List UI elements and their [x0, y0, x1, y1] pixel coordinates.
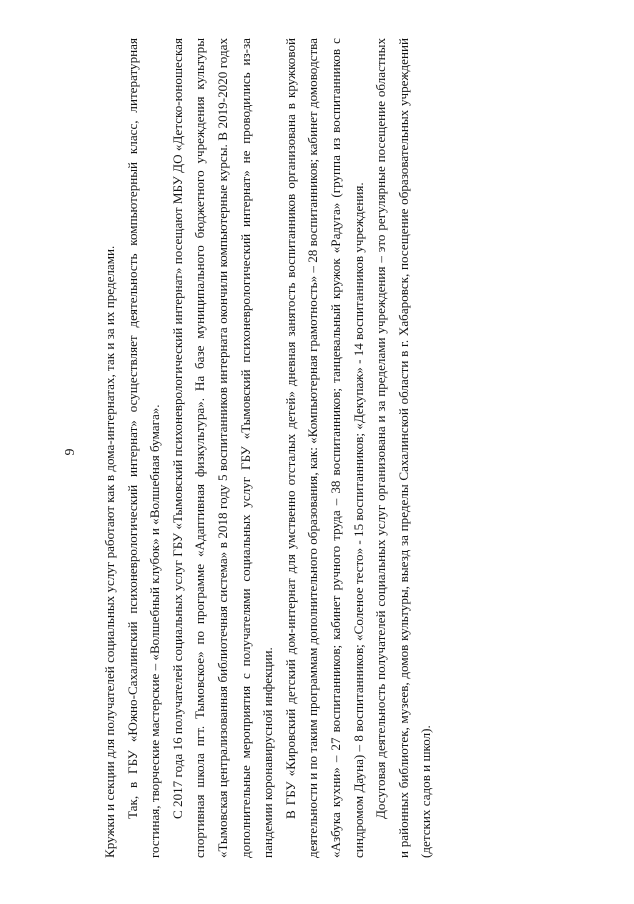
paragraph-3: С 2017 года 16 получателей социальных услуг ГБУ «Тымовский психоневрологический интернат» посещают МБУ ДО «Детско-юношеская спортивная школа пгт. Тымовское» по программе «Адаптивная физкультура». На базе муниципального бюджетного учреждения культуры «Тымовская централизованная библиотечная система» в 2018 году 5 воспитанников интерната окончили компьютерные курсы. В 2019-2020 годах дополнительные мероприятия с получателями социальных услуг ГБУ «Тымовский психоневрологический интернат» не проводились из-за пандемии коронавирусной инфекции. — [169, 38, 276, 858]
paragraph-2: Так, в ГБУ «Южно-Сахалинский психоневрологический интернат» осуществляет деятельность компьютерный класс, литературная гостиная, творческие мастерские – «Волшебный клубок» и «Волшебная бумага». — [124, 38, 163, 858]
paragraph-1: Кружки и секции для получателей социальных услуг работают как в дома-интернатах, так и за их пределами. — [102, 245, 117, 858]
paragraph-5: Досуговая деятельность получателей социальных услуг организована и за пределами учреждения – это регулярные посещение областных и районных библиотек, музеев, домов культуры, выезд за пределы Сахалинской области в г. Хабаровск, посещение образовательных учреждений (детских садов и школ). — [373, 38, 434, 858]
body-text — [99, 38, 438, 858]
page-number: 9 — [62, 448, 77, 456]
paragraph-4: В ГБУ «Кировский детский дом-интернат для умственно отсталых детей» дневная занятость воспитанников организована в кружковой деятельности и по таким программам дополнительного образования, как: «Компьютерная грамотность» – 28 воспитанников; кабинет домоводства «Азбука кухни» – 27 воспитанников; кабинет ручного труда – 38 воспитанников; танцевальный кружок «Радуга» (группа из воспитанников с синдромом Дауна) – 8 воспитанников; «Соленое тесто» - 15 воспитанников; «Декупаж» - 14 воспитанников учреждения. — [282, 38, 366, 858]
rotated-page-content — [37, 22, 597, 882]
